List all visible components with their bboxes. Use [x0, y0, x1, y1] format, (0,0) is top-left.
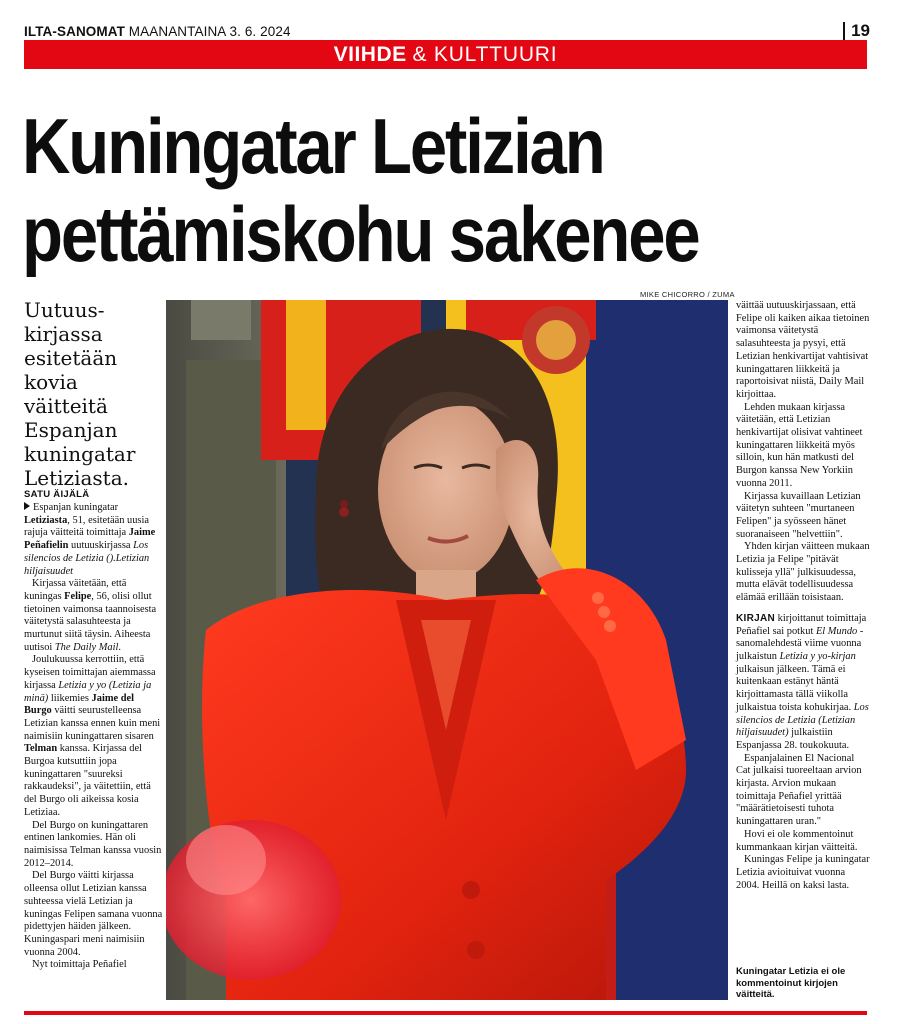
ingress-line: Espanjan — [24, 418, 118, 442]
paragraph: Joulukuussa kerrottiin, että kyseisen toimittajan aiemmassa kirjassa Letizia y yo (Letizia ja minä) liikemies Jaime del Burgo väitti seurustelleensa Letizian kanssa ennen kuin meni naimisiin kuningattaren sisaren Telman kanssa. Kirjassa del Burgoa kutsuttiin jopa kuningattaren "suureksi rakkaudeksi", ja väitettiin, että del Burgo oli aikeissa kosia Letiziaa. — [24, 654, 161, 818]
paragraph: Espanjan kuningatar Letiziasta, 51, esitetään uusia rajuja väitteitä toimittaja Jaime Peñafielin uutuuskirjassa Los silencios de Letizia ().Letizian hiljaisuudet — [24, 502, 156, 577]
paper-name: ILTA-SANOMAT — [24, 24, 125, 39]
paragraph: Espanjalainen El Nacional Cat julkaisi tuoreeltaan arvion kirjasta. Arvion mukaan toimittaja Peñafiel yrittää "määrätietoisesti tuhota kuningattaren uran." — [736, 752, 862, 828]
paragraph: Del Burgo väitti kirjassa olleensa ollut Letizian kanssa suhteessa vielä Letizian ja kuningas Felipen samana vuonna pidettyjen häiden jälkeen. Kuningaspari meni naimisiin vuonna 2004. — [24, 870, 163, 958]
ingress-line: Uutuus- — [24, 298, 105, 322]
paragraph: Del Burgo on kuningattaren entinen lankomies. Hän oli naimisissa Telman kanssa vuosin 2012–2014. — [24, 819, 162, 869]
ingress — [24, 298, 164, 490]
ingress-line: Letiziasta. — [24, 466, 129, 490]
paragraph: KIRJAN kirjoittanut toimittaja Peñafiel sai potkut El Mundo -sanomalehdestä viime vuonna julkaistun Letizia y yo-kirjan julkaisun jälkeen. Tämä ei kuitenkaan estänyt häntä kirjoittamasta tällä viikolla julkaistua toista kohukirjaa. Los silencios de Letizia (Letizian hiljaisuudet) julkaistiin Espanjassa 28. toukokuuta. — [736, 612, 869, 751]
bullet-triangle-icon — [24, 502, 30, 510]
paragraph: Kirjassa kuvaillaan Letizian väitetyn suhteen "murtaneen Felipen" ja syösseen hänet suoranaiseen "helvettiin". — [736, 490, 861, 540]
section-bar — [24, 40, 867, 69]
photo-caption: Kuningatar Letizia ei ole kommentoinut kirjojen väitteitä. — [736, 966, 846, 1000]
headline-line-2: pettämiskohu sakenee — [22, 190, 699, 278]
paper-name-and-date — [24, 24, 291, 39]
byline: SATU ÄIJÄLÄ — [24, 489, 90, 500]
section-title-rest: & KULTTUURI — [412, 43, 558, 66]
photo-credit: MIKE CHICORRO / ZUMA — [640, 290, 735, 299]
section-title-bold: VIIHDE — [333, 43, 407, 66]
paragraph: Kirjassa väitetään, että kuningas Felipe, 56, olisi ollut tietoinen vaimonsa taannoisesta väitetystä salasuhteesta ja murtunut siitä täysin. Aiheesta uutisoi The Daily Mail. — [24, 578, 157, 653]
section-title — [24, 40, 867, 69]
photo-illustration — [166, 300, 728, 1000]
paragraph: väittää uutuuskirjassaan, että Felipe oli kaiken aikaa tietoinen vaimonsa väitetystä salasuhteesta ja pysyi, että Letizian henkivartijat vahtisivat kuningattaren liikkeitä ja raportoisivat niistä, Daily Mail kirjoittaa. — [736, 300, 870, 400]
ingress-line: väitteitä — [24, 394, 108, 418]
paragraph: Hovi ei ole kommentoinut kummankaan kirjan väitteitä. — [736, 828, 858, 853]
ingress-line: kirjassa — [24, 322, 103, 346]
paragraph: Lehden mukaan kirjassa väitetään, että Letizian henkivartijat olisivat vahtineet kuningattaren liikkeitä myös silloin, kun hän matkusti del Burgon kanssa New Yorkiin vuonna 2011. — [736, 401, 863, 489]
paragraph: Nyt toimittaja Peñafiel — [32, 959, 127, 971]
ingress-line: kuningatar — [24, 442, 136, 466]
bottom-rule — [24, 1011, 867, 1015]
issue-date: MAANANTAINA 3. 6. 2024 — [128, 24, 291, 39]
ingress-line: kovia — [24, 370, 78, 394]
photo-queen-letizia — [166, 300, 728, 1000]
page-number: 19 — [843, 22, 870, 40]
headline-line-1: Kuningatar Letizian — [22, 102, 604, 190]
body-column-2 — [736, 300, 870, 892]
paragraph: Kuningas Felipe ja kuningatar Letizia avioituivat vuonna 2004. Heillä on kaksi lasta. — [736, 854, 870, 891]
paragraph: Yhden kirjan väitteen mukaan Letizia ja Felipe "pitävät kulisseja yllä" julkisuudessa, mutta elävät todellisuudessa elämää erillään toisistaan. — [736, 541, 870, 604]
headline — [22, 102, 762, 278]
body-column-1 — [24, 502, 164, 972]
ingress-line: esitetään — [24, 346, 118, 370]
